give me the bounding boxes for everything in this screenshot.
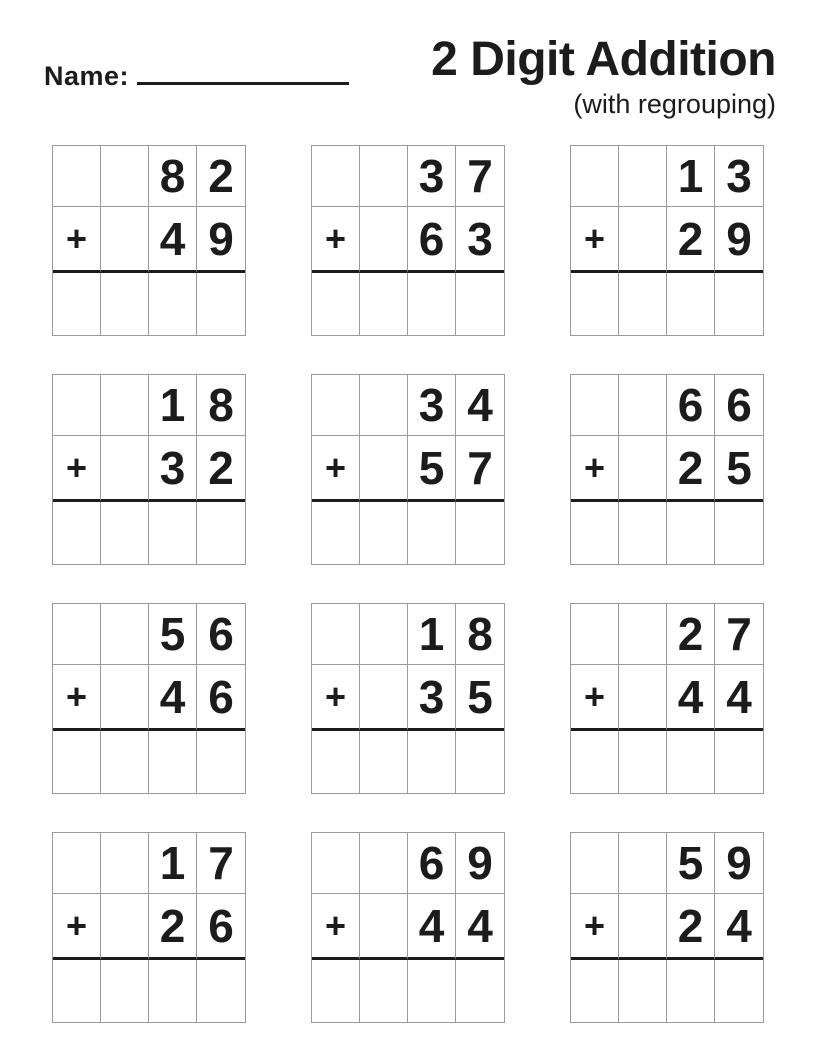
answer-cell — [619, 731, 667, 793]
grid-cell — [101, 894, 149, 960]
plus-operator: + — [312, 436, 360, 502]
answer-cell — [667, 502, 715, 564]
grid-cell — [360, 436, 408, 502]
answer-cell — [101, 502, 149, 564]
digit-cell: 5 — [408, 436, 456, 502]
digit-cell: 3 — [408, 665, 456, 731]
grid-cell — [53, 375, 101, 436]
page-subtitle: (with regrouping) — [573, 89, 776, 119]
addition-problem-7 — [52, 603, 246, 794]
problem-row — [52, 832, 764, 1023]
addition-problem-12 — [570, 832, 764, 1023]
answer-cell — [667, 273, 715, 335]
grid-cell — [101, 207, 149, 273]
answer-cell — [360, 502, 408, 564]
answer-cell — [101, 273, 149, 335]
digit-cell: 1 — [149, 375, 197, 436]
answer-cell — [312, 273, 360, 335]
grid-cell — [53, 604, 101, 665]
digit-cell: 9 — [715, 833, 763, 894]
addition-problem-11 — [311, 832, 505, 1023]
page-title: 2 Digit Addition — [431, 33, 776, 86]
digit-cell: 5 — [149, 604, 197, 665]
answer-cell — [197, 960, 245, 1022]
digit-cell: 4 — [408, 894, 456, 960]
grid-cell — [101, 375, 149, 436]
digit-cell: 1 — [408, 604, 456, 665]
grid-cell — [312, 833, 360, 894]
answer-cell — [197, 731, 245, 793]
problem-row — [52, 374, 764, 565]
plus-operator: + — [571, 436, 619, 502]
addition-problem-1 — [52, 145, 246, 336]
answer-cell — [149, 273, 197, 335]
grid-cell — [101, 146, 149, 207]
answer-cell — [667, 960, 715, 1022]
name-label: Name: — [44, 61, 130, 91]
plus-operator: + — [312, 894, 360, 960]
addition-problem-8 — [311, 603, 505, 794]
digit-cell: 1 — [149, 833, 197, 894]
digit-cell: 6 — [715, 375, 763, 436]
digit-cell: 9 — [715, 207, 763, 273]
answer-cell — [53, 273, 101, 335]
problem-row — [52, 603, 764, 794]
addition-problem-5 — [311, 374, 505, 565]
grid-cell — [101, 665, 149, 731]
name-blank-line — [137, 58, 349, 85]
answer-cell — [571, 731, 619, 793]
plus-operator: + — [312, 207, 360, 273]
addition-problem-3 — [570, 145, 764, 336]
grid-cell — [101, 604, 149, 665]
addition-problem-2 — [311, 145, 505, 336]
grid-cell — [360, 375, 408, 436]
grid-cell — [360, 604, 408, 665]
digit-cell: 7 — [197, 833, 245, 894]
digit-cell: 3 — [149, 436, 197, 502]
answer-cell — [715, 502, 763, 564]
digit-cell: 2 — [667, 894, 715, 960]
digit-cell: 3 — [408, 375, 456, 436]
plus-operator: + — [53, 894, 101, 960]
plus-operator: + — [571, 665, 619, 731]
grid-cell — [312, 604, 360, 665]
answer-cell — [53, 731, 101, 793]
answer-cell — [456, 960, 504, 1022]
plus-operator: + — [53, 207, 101, 273]
grid-cell — [619, 833, 667, 894]
answer-cell — [667, 731, 715, 793]
answer-cell — [149, 731, 197, 793]
answer-cell — [408, 273, 456, 335]
digit-cell: 2 — [149, 894, 197, 960]
answer-cell — [619, 960, 667, 1022]
answer-cell — [53, 960, 101, 1022]
grid-cell — [619, 894, 667, 960]
grid-cell — [360, 207, 408, 273]
digit-cell: 5 — [715, 436, 763, 502]
answer-cell — [360, 960, 408, 1022]
answer-cell — [715, 960, 763, 1022]
grid-cell — [571, 146, 619, 207]
answer-cell — [408, 731, 456, 793]
digit-cell: 1 — [667, 146, 715, 207]
digit-cell: 6 — [197, 894, 245, 960]
digit-cell: 7 — [715, 604, 763, 665]
digit-cell: 4 — [456, 375, 504, 436]
answer-cell — [619, 273, 667, 335]
answer-cell — [408, 502, 456, 564]
digit-cell: 8 — [149, 146, 197, 207]
digit-cell: 3 — [715, 146, 763, 207]
addition-problem-4 — [52, 374, 246, 565]
grid-cell — [312, 146, 360, 207]
digit-cell: 3 — [408, 146, 456, 207]
answer-cell — [149, 960, 197, 1022]
answer-cell — [619, 502, 667, 564]
digit-cell: 8 — [197, 375, 245, 436]
plus-operator: + — [53, 665, 101, 731]
answer-cell — [53, 502, 101, 564]
grid-cell — [619, 375, 667, 436]
digit-cell: 9 — [456, 833, 504, 894]
digit-cell: 4 — [456, 894, 504, 960]
digit-cell: 3 — [456, 207, 504, 273]
digit-cell: 2 — [667, 436, 715, 502]
digit-cell: 6 — [197, 665, 245, 731]
digit-cell: 7 — [456, 436, 504, 502]
grid-cell — [619, 604, 667, 665]
digit-cell: 4 — [715, 665, 763, 731]
digit-cell: 2 — [197, 146, 245, 207]
grid-cell — [53, 833, 101, 894]
grid-cell — [312, 375, 360, 436]
digit-cell: 4 — [149, 207, 197, 273]
addition-problem-9 — [570, 603, 764, 794]
digit-cell: 4 — [715, 894, 763, 960]
digit-cell: 6 — [197, 604, 245, 665]
answer-cell — [360, 731, 408, 793]
grid-cell — [53, 146, 101, 207]
answer-cell — [101, 960, 149, 1022]
answer-cell — [360, 273, 408, 335]
answer-cell — [571, 273, 619, 335]
digit-cell: 6 — [408, 833, 456, 894]
answer-cell — [571, 502, 619, 564]
digit-cell: 9 — [197, 207, 245, 273]
grid-cell — [619, 207, 667, 273]
digit-cell: 5 — [667, 833, 715, 894]
grid-cell — [101, 436, 149, 502]
answer-cell — [571, 960, 619, 1022]
answer-cell — [197, 502, 245, 564]
digit-cell: 6 — [408, 207, 456, 273]
answer-cell — [715, 273, 763, 335]
grid-cell — [619, 665, 667, 731]
grid-cell — [571, 833, 619, 894]
digit-cell: 7 — [456, 146, 504, 207]
answer-cell — [197, 273, 245, 335]
plus-operator: + — [571, 894, 619, 960]
addition-problem-6 — [570, 374, 764, 565]
answer-cell — [312, 960, 360, 1022]
answer-cell — [312, 731, 360, 793]
grid-cell — [360, 665, 408, 731]
digit-cell: 2 — [667, 604, 715, 665]
digit-cell: 5 — [456, 665, 504, 731]
plus-operator: + — [571, 207, 619, 273]
grid-cell — [619, 436, 667, 502]
problem-row — [52, 145, 764, 336]
digit-cell: 4 — [667, 665, 715, 731]
answer-cell — [312, 502, 360, 564]
plus-operator: + — [312, 665, 360, 731]
grid-cell — [360, 894, 408, 960]
answer-cell — [456, 273, 504, 335]
answer-cell — [456, 731, 504, 793]
digit-cell: 2 — [197, 436, 245, 502]
answer-cell — [101, 731, 149, 793]
answer-cell — [408, 960, 456, 1022]
answer-cell — [715, 731, 763, 793]
digit-cell: 2 — [667, 207, 715, 273]
digit-cell: 4 — [149, 665, 197, 731]
addition-problem-10 — [52, 832, 246, 1023]
grid-cell — [101, 833, 149, 894]
worksheet — [52, 145, 764, 1023]
digit-cell: 8 — [456, 604, 504, 665]
answer-cell — [149, 502, 197, 564]
digit-cell: 6 — [667, 375, 715, 436]
grid-cell — [360, 833, 408, 894]
grid-cell — [619, 146, 667, 207]
grid-cell — [360, 146, 408, 207]
grid-cell — [571, 375, 619, 436]
plus-operator: + — [53, 436, 101, 502]
grid-cell — [571, 604, 619, 665]
answer-cell — [456, 502, 504, 564]
name-field — [44, 58, 349, 90]
